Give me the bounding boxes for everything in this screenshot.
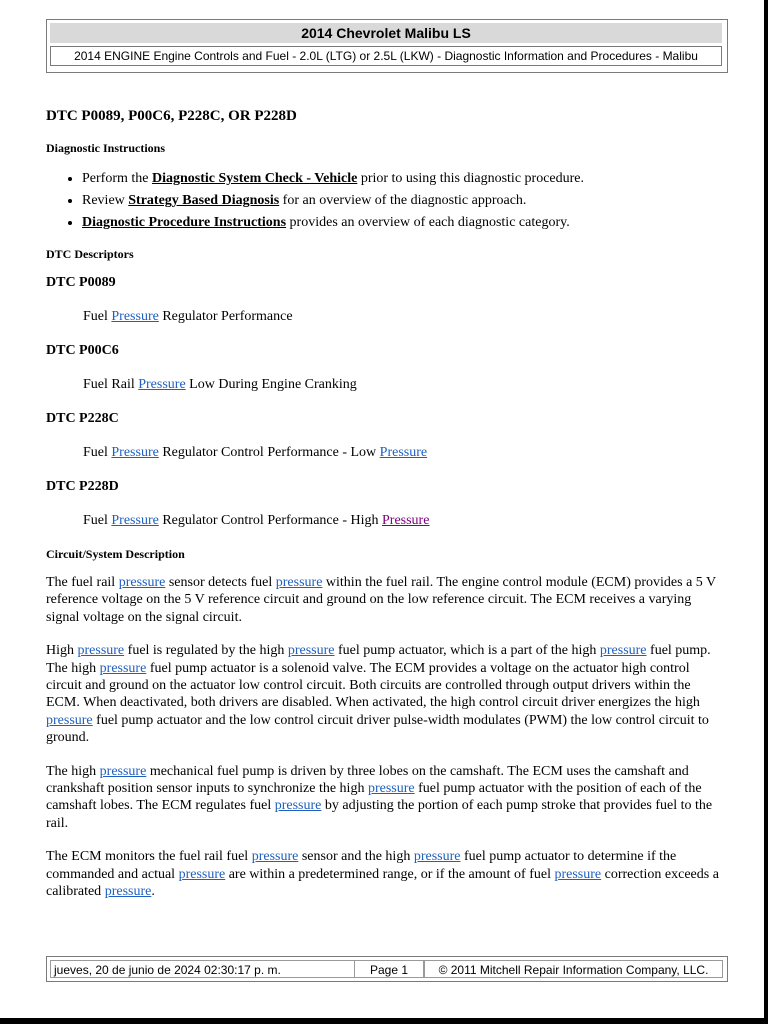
dtc-description: Fuel Pressure Regulator Performance [83, 309, 293, 324]
list-item: • Diagnostic Procedure Instructions provides an overview of each diagnostic category. [82, 212, 726, 234]
print-date: jueves, 20 de junio de 2024 02:30:17 p. m. [50, 960, 355, 978]
pressure-link[interactable]: pressure [178, 866, 226, 882]
dtc-code-heading: DTC P228D [46, 479, 119, 494]
document-header [46, 19, 728, 73]
pressure-link[interactable]: pressure [104, 884, 152, 900]
copyright-notice: © 2011 Mitchell Repair Information Company, LLC. [424, 960, 723, 978]
page-number: Page 1 [354, 960, 424, 978]
list-item: • Perform the Diagnostic System Check - Vehicle prior to using this diagnostic procedure. [82, 168, 726, 190]
circuit-paragraph-2: High pressure fuel is regulated by the high pressure fuel pump actuator, which is a part of the high pressure fuel pump. The high pressure fuel pump actuator is a solenoid valve. The ECM provides a voltage on the actuator high control circuit and ground on the actuator low control circuit. Both circuits are controlled through output drivers within the ECM. When deactivated, both drivers are disabled. When activated, the high control circuit driver energizes the high pressure fuel pump actuator and the low control circuit driver pulse-width modulates (PWM) the low control circuit to ground. [46, 643, 711, 746]
pressure-link[interactable]: pressure [413, 849, 461, 865]
pressure-link[interactable]: Pressure [111, 513, 159, 528]
section-subtitle: 2014 ENGINE Engine Controls and Fuel - 2.0L (LTG) or 2.5L (LKW) - Diagnostic Information and Procedures - Malibu [50, 46, 722, 66]
circuit-paragraph-4: The ECM monitors the fuel rail fuel pressure sensor and the high pressure fuel pump actuator to determine if the commanded and actual pressure are within a predetermined range, or if the amount of fuel pressure correction exceeds a calibrated pressure. [46, 849, 719, 900]
pressure-link[interactable]: pressure [274, 798, 322, 814]
pressure-link[interactable]: pressure [275, 575, 323, 590]
page-footer [46, 956, 728, 982]
pressure-link[interactable]: Pressure [138, 377, 186, 392]
pressure-link[interactable]: pressure [99, 763, 147, 779]
pressure-link-visited[interactable]: Pressure [382, 513, 430, 528]
pressure-link[interactable]: pressure [554, 866, 602, 882]
diagnostic-procedure-instructions-link[interactable]: Diagnostic Procedure Instructions [82, 215, 287, 230]
pressure-link[interactable]: pressure [118, 575, 166, 590]
pressure-link[interactable]: Pressure [379, 445, 428, 460]
diagnostic-instructions-heading: Diagnostic Instructions [46, 141, 166, 155]
pressure-link[interactable]: pressure [599, 643, 647, 659]
list-item: • Review Strategy Based Diagnosis for an overview of the diagnostic approach. [82, 190, 726, 212]
pressure-link[interactable]: pressure [251, 849, 299, 865]
dtc-description: Fuel Pressure Regulator Control Performance - High Pressure [83, 513, 430, 528]
dtc-code-heading: DTC P0089 [46, 275, 116, 290]
pressure-link[interactable]: Pressure [111, 309, 159, 324]
circuit-paragraph-3: The high pressure mechanical fuel pump is driven by three lobes on the camshaft. The ECM uses the camshaft and crankshaft position sensor inputs to synchronize the high pressure fuel pump actuator with the position of each of the camshaft lobes. The ECM regulates fuel pressure by adjusting the portion of each pump stroke that provides fuel to the rail. [46, 763, 713, 831]
strategy-based-diagnosis-link[interactable]: Strategy Based Diagnosis [128, 193, 280, 208]
circuit-description-heading: Circuit/System Description [46, 547, 185, 561]
dtc-description: Fuel Rail Pressure Low During Engine Cranking [83, 377, 357, 392]
dtc-descriptors-heading: DTC Descriptors [46, 247, 134, 261]
page-title: DTC P0089, P00C6, P228C, OR P228D [46, 108, 297, 124]
diagnostic-system-check-link[interactable]: Diagnostic System Check - Vehicle [151, 171, 358, 186]
diagnostic-instructions-list [46, 168, 726, 234]
dtc-description: Fuel Pressure Regulator Control Performance - Low Pressure [83, 445, 428, 460]
pressure-link[interactable]: pressure [46, 712, 93, 728]
vehicle-title: 2014 Chevrolet Malibu LS [50, 23, 722, 43]
dtc-code-heading: DTC P228C [46, 411, 119, 426]
pressure-link[interactable]: pressure [367, 781, 415, 797]
pressure-link[interactable]: pressure [287, 643, 335, 659]
pressure-link[interactable]: pressure [77, 643, 125, 659]
pressure-link[interactable]: pressure [99, 660, 147, 676]
dtc-code-heading: DTC P00C6 [46, 343, 119, 358]
pressure-link[interactable]: Pressure [111, 445, 159, 460]
document-body [46, 106, 726, 917]
circuit-paragraph-1: The fuel rail pressure sensor detects fuel pressure within the fuel rail. The engine control module (ECM) provides a 5 V reference voltage on the 5 V reference circuit and ground on the low reference circuit. The ECM receives a varying signal voltage on the signal circuit. [46, 575, 716, 625]
